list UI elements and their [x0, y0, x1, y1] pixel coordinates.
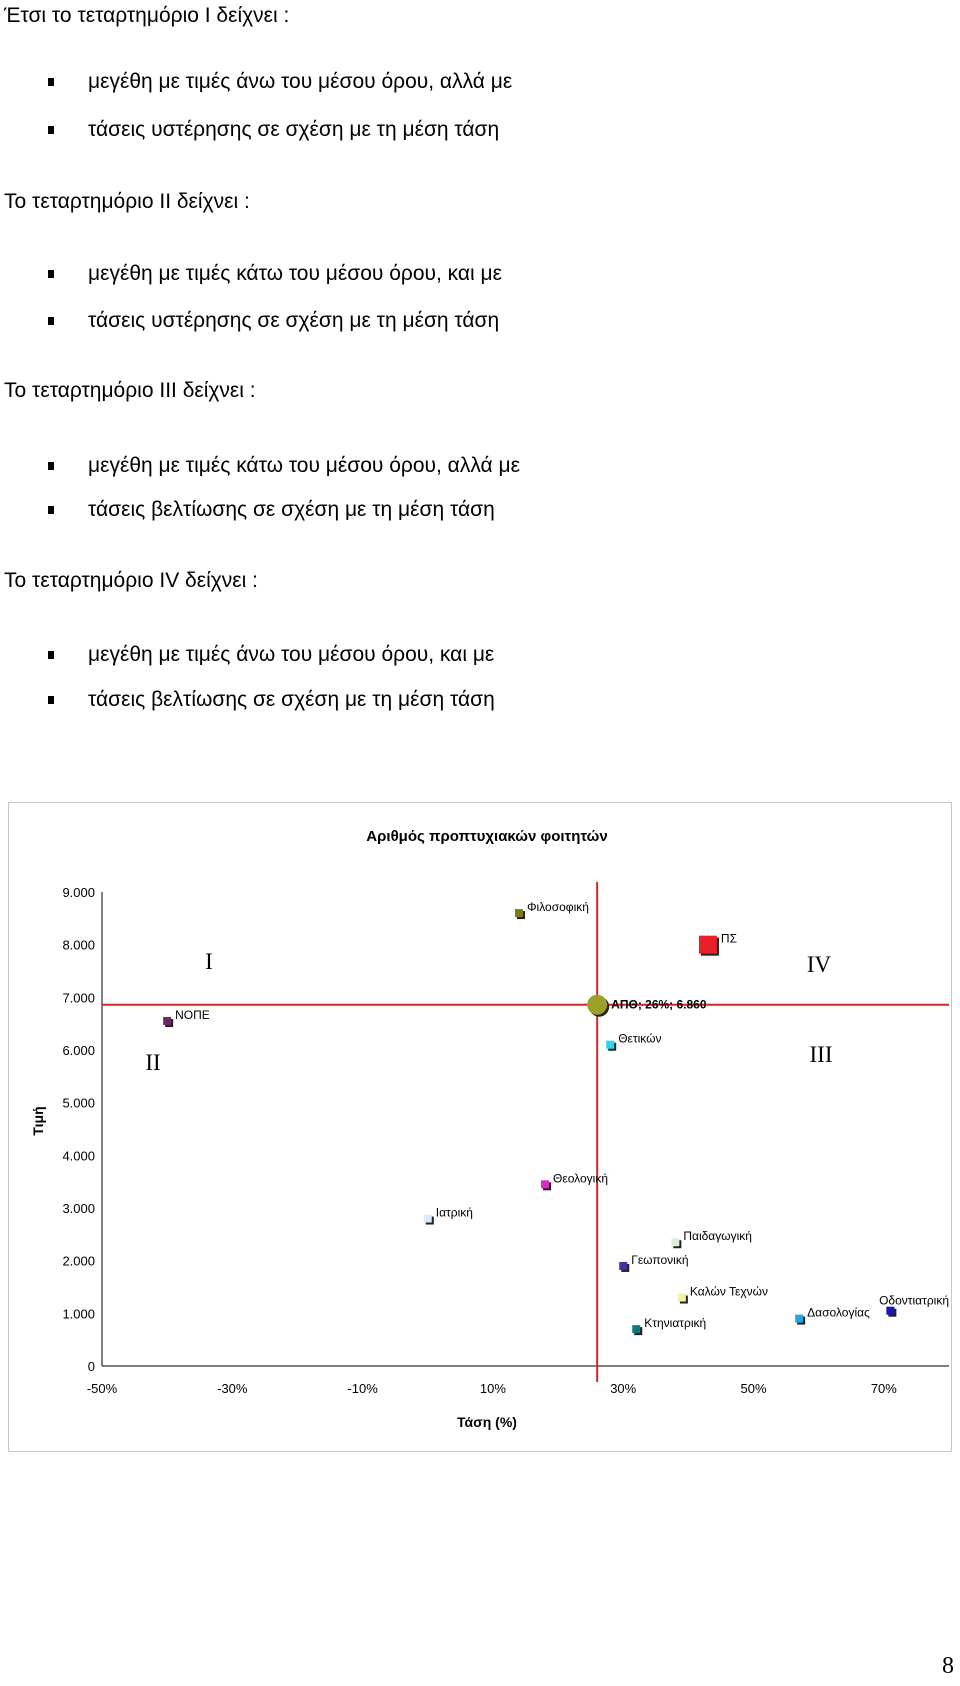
bullet-text: μεγέθη με τιμές κάτω του μέσου όρου, αλλά με: [88, 454, 520, 477]
point-marker: [795, 1315, 803, 1323]
quadrant-4-bullet-2: [48, 688, 495, 712]
point-label: Δασολογίας: [807, 1305, 870, 1320]
point-label: Ιατρική: [435, 1205, 473, 1220]
y-tick-label: 8.000: [62, 937, 95, 953]
scatter-chart: [9, 803, 951, 1451]
point-label: Καλών Τεχνών: [689, 1284, 769, 1299]
y-tick-label: 7.000: [62, 990, 95, 1006]
bullet-marker-icon: [48, 270, 54, 278]
point-marker: [632, 1325, 640, 1333]
y-tick-label: 4.000: [62, 1148, 95, 1164]
x-axis-label: Τάση (%): [457, 1414, 517, 1430]
bullet-marker-icon: [48, 78, 54, 86]
chart-container: [8, 802, 952, 1452]
point-label: ΠΣ: [720, 931, 738, 946]
point-marker: [699, 936, 717, 954]
point-marker: [515, 909, 523, 917]
quadrant-1-bullet-2: [48, 118, 499, 142]
x-tick-label: 10%: [479, 1381, 506, 1396]
quadrant-label-2: II: [145, 1050, 161, 1075]
x-tick-label: 70%: [870, 1381, 897, 1396]
point-marker: [163, 1017, 171, 1025]
bullet-marker-icon: [48, 126, 54, 134]
point-marker: [541, 1180, 549, 1188]
point-label: Γεωπονική: [631, 1252, 689, 1267]
point-marker: [671, 1238, 679, 1246]
x-tick-label: -50%: [86, 1381, 118, 1396]
quadrant-4-bullet-1: [48, 643, 494, 667]
point-marker: [587, 995, 607, 1015]
point-label: Θετικών: [618, 1031, 662, 1046]
y-tick-label: 3.000: [62, 1201, 95, 1216]
point-marker: [424, 1215, 432, 1223]
quadrant-2-bullet-2: [48, 309, 499, 333]
bullet-marker-icon: [48, 696, 54, 704]
y-tick-label: 2.000: [62, 1253, 95, 1269]
bullet-text: τάσεις υστέρησης σε σχέση με τη μέση τάση: [88, 309, 500, 332]
quadrant-2-heading: Το τεταρτημόριο ΙΙ δείχνει :: [4, 190, 250, 213]
point-marker: [619, 1262, 627, 1270]
y-tick-label: 0: [87, 1359, 95, 1374]
point-label: ΝΟΠΕ: [175, 1008, 210, 1023]
quadrant-2-bullet-1: [48, 262, 502, 286]
y-tick-label: 1.000: [62, 1306, 95, 1322]
x-tick-label: -10%: [347, 1381, 378, 1396]
quadrant-label-1: I: [205, 949, 213, 974]
bullet-text: τάσεις βελτίωσης σε σχέση με τη μέση τάση: [88, 688, 495, 711]
quadrant-3-bullet-2: [48, 498, 495, 522]
y-tick-label: 5.000: [62, 1095, 95, 1111]
bullet-marker-icon: [48, 317, 54, 325]
quadrant-label-3: III: [809, 1042, 833, 1067]
point-marker: [606, 1041, 614, 1049]
point-label: Κτηνιατρική: [644, 1316, 707, 1331]
point-label: Οδοντιατρική: [879, 1293, 949, 1308]
y-axis-label: Τιμή: [30, 1106, 46, 1136]
bullet-text: τάσεις βελτίωσης σε σχέση με τη μέση τάση: [88, 498, 495, 521]
quadrant-4-heading: Το τεταρτημόριο IV δείχνει :: [4, 569, 258, 592]
quadrant-1-heading: Έτσι το τεταρτημόριο Ι δείχνει :: [4, 4, 290, 27]
point-marker: [678, 1294, 686, 1302]
quadrant-3-bullet-1: [48, 454, 520, 478]
page-number: 8: [942, 1653, 954, 1679]
x-tick-label: 50%: [740, 1381, 767, 1396]
bullet-text: μεγέθη με τιμές άνω του μέσου όρου, αλλά με: [88, 70, 513, 93]
bullet-marker-icon: [48, 462, 54, 470]
bullet-marker-icon: [48, 651, 54, 659]
quadrant-3-heading: Το τεταρτημόριο ΙΙΙ δείχνει :: [4, 379, 256, 402]
point-label: Θεολογική: [553, 1171, 609, 1186]
y-tick-label: 6.000: [62, 1043, 95, 1058]
point-label: Παιδαγωγική: [683, 1229, 752, 1244]
point-label: Φιλοσοφική: [526, 900, 589, 915]
bullet-marker-icon: [48, 506, 54, 514]
quadrant-1-bullet-1: [48, 70, 512, 94]
x-tick-label: 30%: [610, 1381, 637, 1396]
point-marker: [886, 1307, 894, 1315]
chart-title: Αριθμός προπτυχιακών φοιτητών: [366, 828, 608, 845]
bullet-text: τάσεις υστέρησης σε σχέση με τη μέση τάση: [88, 118, 500, 141]
point-label: ΑΠΘ; 26%; 6.860: [611, 997, 707, 1012]
y-tick-label: 9.000: [62, 885, 95, 900]
x-tick-label: -30%: [217, 1381, 248, 1396]
bullet-text: μεγέθη με τιμές κάτω του μέσου όρου, και με: [88, 262, 503, 285]
quadrant-label-4: IV: [806, 952, 832, 977]
bullet-text: μεγέθη με τιμές άνω του μέσου όρου, και με: [88, 643, 495, 666]
